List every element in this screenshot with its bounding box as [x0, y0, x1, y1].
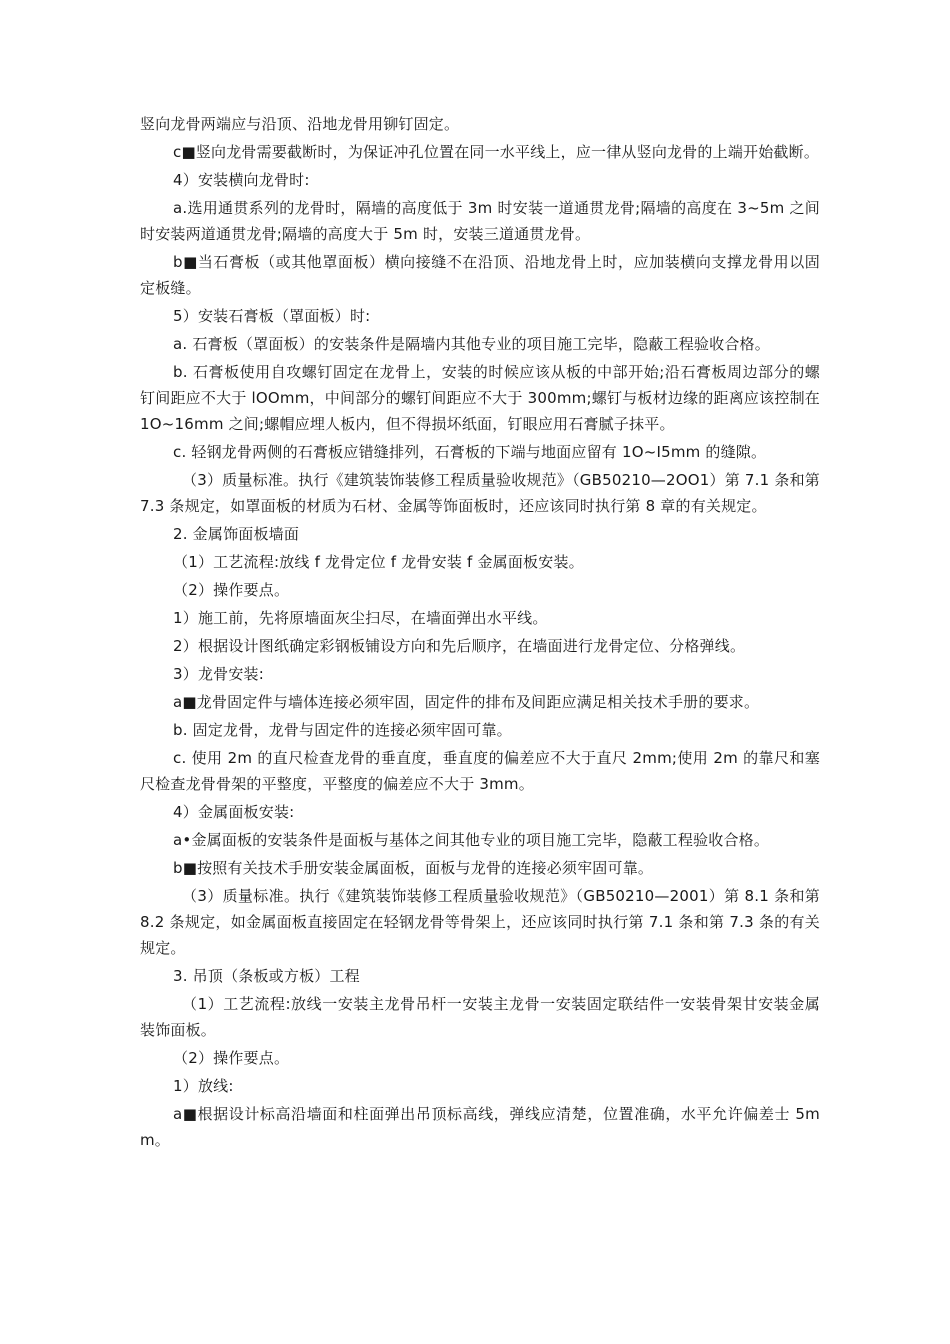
document-body	[140, 111, 820, 1153]
paragraph: c. 轻钢龙骨两侧的石膏板应错缝排列，石膏板的下端与地面应留有 1O~I5mm 的缝隙。	[173, 443, 767, 461]
paragraph: （3）质量标准。执行《建筑装饰装修工程质量验收规范》（GB50210—2001）第 8.1 条和第 8.2 条规定，如金属面板直接固定在轻钢龙骨等骨架上，还应该同时执行第 7.1 条和第 7.3 条的有关规定。	[140, 887, 820, 957]
paragraph: a. 石膏板（罩面板）的安装条件是隔墙内其他专业的项目施工完毕，隐蔽工程验收合格。	[173, 335, 770, 353]
paragraph: （2）操作要点。	[173, 581, 290, 599]
paragraph: c. 使用 2m 的直尺检查龙骨的垂直度，垂直度的偏差应不大于直尺 2mm;使用 2m 的靠尺和塞尺检查龙骨骨架的平整度，平整度的偏差应不大于 3mm。	[140, 749, 820, 793]
paragraph: a■根据设计标高沿墙面和柱面弹出吊顶标高线，弹线应清楚，位置准确，水平允许偏差士 5mm。	[140, 1105, 820, 1149]
paragraph: 2）根据设计图纸确定彩钢板铺设方向和先后顺序，在墙面进行龙骨定位、分格弹线。	[173, 637, 746, 655]
section-heading: 2. 金属饰面板墙面	[173, 525, 300, 543]
paragraph: b. 固定龙骨，龙骨与固定件的连接必须牢固可靠。	[173, 721, 512, 739]
paragraph: （1）工艺流程:放线 f 龙骨定位 f 龙骨安装 f 金属面板安装。	[173, 553, 584, 571]
paragraph: a.选用通贯系列的龙骨时，隔墙的高度低于 3m 时安装一道通贯龙骨;隔墙的高度在 3~5m 之间时安装两道通贯龙骨;隔墙的高度大于 5m 时，安装三道通贯龙骨。	[140, 199, 820, 243]
paragraph: b■当石膏板（或其他罩面板）横向接缝不在沿顶、沿地龙骨上时，应加装横向支撑龙骨用以固定板缝。	[140, 253, 820, 297]
paragraph: c■竖向龙骨需要截断时，为保证冲孔位置在同一水平线上，应一律从竖向龙骨的上端开始截断。	[173, 143, 820, 161]
paragraph: 竖向龙骨两端应与沿顶、沿地龙骨用铆钉固定。	[140, 115, 460, 133]
paragraph: 3）龙骨安装:	[173, 665, 264, 683]
paragraph: b. 石膏板使用自攻螺钉固定在龙骨上，安装的时候应该从板的中部开始;沿石膏板周边部分的螺钉间距应不大于 lOOmm，中间部分的螺钉间距应不大于 300mm;螺钉与板材边缘的距离应该控制在 1O~16mm 之间;螺帽应埋人板内，但不得损坏纸面，钉眼应用石膏腻子抹平。	[140, 363, 820, 433]
paragraph: 1）施工前，先将原墙面灰尘扫尽，在墙面弹出水平线。	[173, 609, 548, 627]
paragraph: （1）工艺流程:放线一安装主龙骨吊杆一安装主龙骨一安装固定联结件一安装骨架甘安装金属装饰面板。	[140, 995, 820, 1039]
paragraph: （2）操作要点。	[173, 1049, 290, 1067]
paragraph: b■按照有关技术手册安装金属面板，面板与龙骨的连接必须牢固可靠。	[173, 859, 654, 877]
paragraph: a■龙骨固定件与墙体连接必须牢固，固定件的排布及间距应满足相关技术手册的要求。	[173, 693, 760, 711]
paragraph: 1）放线:	[173, 1077, 234, 1095]
section-heading: 3. 吊顶（条板或方板）工程	[173, 967, 360, 985]
paragraph: （3）质量标准。执行《建筑装饰装修工程质量验收规范》（GB50210—2OO1）第 7.1 条和第 7.3 条规定，如罩面板的材质为石材、金属等饰面板时，还应该同时执行第 8 章的有关规定。	[140, 471, 820, 515]
paragraph: 4）金属面板安装:	[173, 803, 295, 821]
paragraph: a•金属面板的安装条件是面板与基体之间其他专业的项目施工完毕，隐蔽工程验收合格。	[173, 831, 770, 849]
paragraph: 4）安装横向龙骨时:	[173, 171, 310, 189]
paragraph: 5）安装石膏板（罩面板）时:	[173, 307, 371, 325]
